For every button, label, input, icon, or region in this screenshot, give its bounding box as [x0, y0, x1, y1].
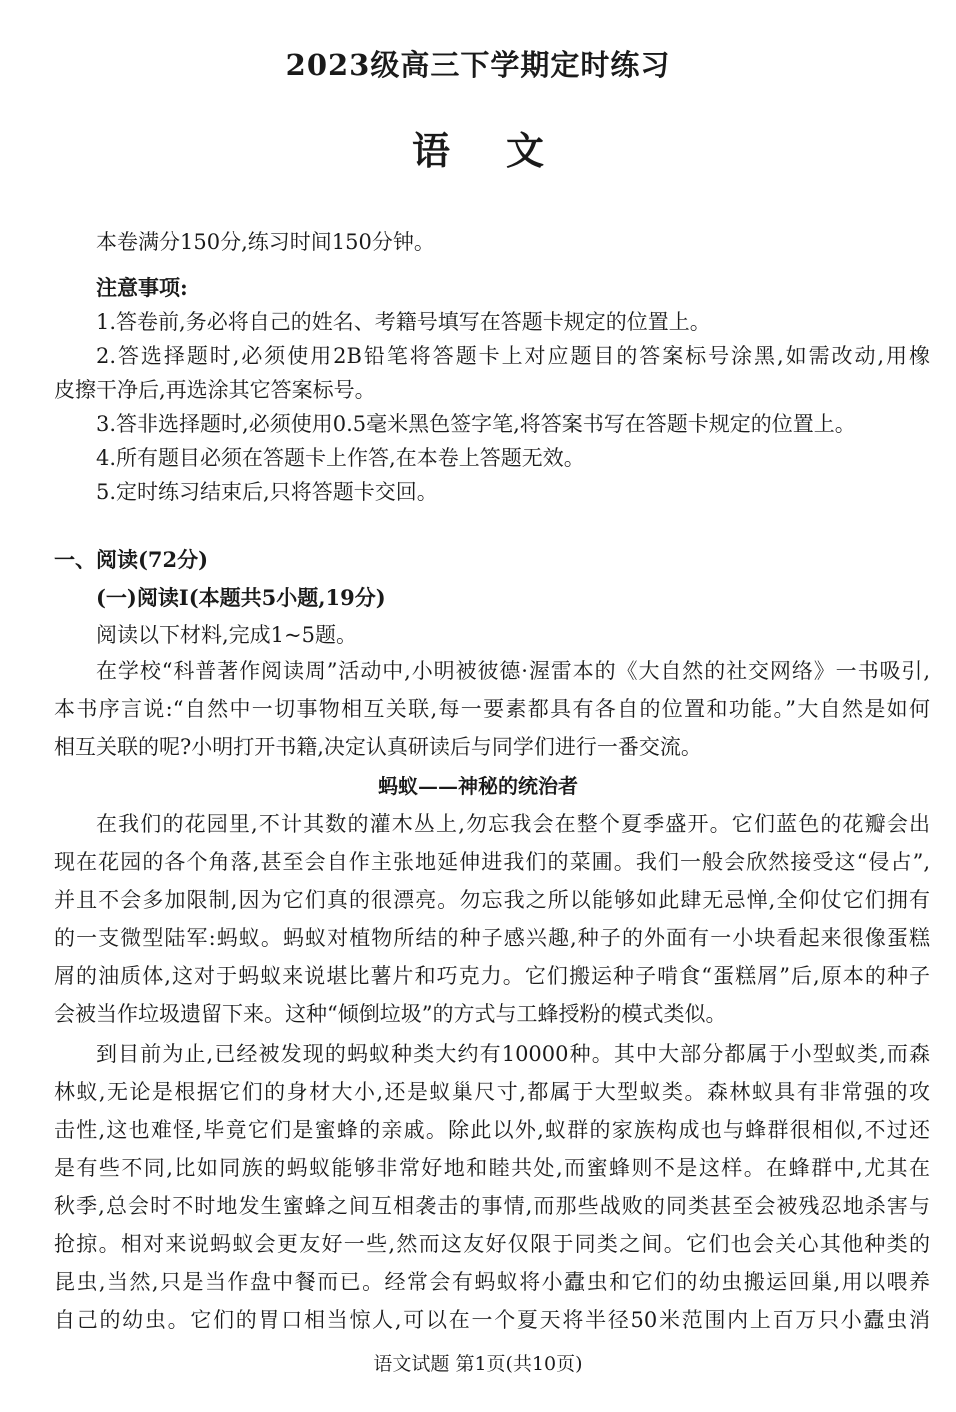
context-line: 相互关联的呢?小明打开书籍,决定认真研读后与同学们进行一番交流。	[54, 735, 702, 759]
notice-item: 1.答卷前,务必将自己的姓名、考籍号填写在答题卡规定的位置上。	[96, 310, 711, 334]
sub-section-title: (一)阅读Ⅰ(本题共5小题,19分)	[96, 585, 386, 610]
subject-char: 语	[411, 128, 450, 173]
page-footer: 语文试题 第1页(共10页)	[373, 1353, 583, 1375]
exam-title: 2023级高三下学期定时练习	[285, 48, 671, 82]
subject-title	[0, 128, 956, 173]
notice-item: 5.定时练习结束后,只将答题卡交回。	[96, 480, 438, 504]
paragraph-line: 在我们的花园里,不计其数的灌木丛上,勿忘我会在整个夏季盛开。它们蓝色的花瓣会出	[96, 812, 930, 836]
context-line: 在学校“科普著作阅读周”活动中,小明被彼德·渥雷本的《大自然的社交网络》一书吸引,	[96, 659, 930, 683]
section-title: 一、阅读(72分)	[54, 547, 209, 572]
paragraph-line: 击性,这也难怪,毕竟它们是蜜蜂的亲戚。除此以外,蚁群的家族构成也与蜂群很相似,不过还	[54, 1118, 930, 1142]
paragraph-line: 到目前为止,已经被发现的蚂蚁种类大约有10000种。其中大部分都属于小型蚁类,而森	[96, 1042, 930, 1066]
context-line: 本书序言说:“自然中一切事物相互关联,每一要素都具有各自的位置和功能。”大自然是如何	[54, 697, 930, 721]
paragraph-line: 是有些不同,比如同族的蚂蚁能够非常好地和睦共处,而蜜蜂则不是这样。在蜂群中,尤其在	[54, 1156, 930, 1180]
paragraph-line: 会被当作垃圾遗留下来。这种“倾倒垃圾”的方式与工蜂授粉的模式类似。	[54, 1002, 727, 1026]
paragraph-line: 秋季,总会时不时地发生蜜蜂之间互相袭击的事情,而那些战败的同类甚至会被残忍地杀害与	[54, 1194, 930, 1218]
paragraph-line: 自己的幼虫。它们的胃口相当惊人,可以在一个夏天将半径50米范围内上百万只小蠹虫消	[54, 1308, 930, 1332]
paragraph-line: 屑的油质体,这对于蚂蚁来说堪比薯片和巧克力。它们搬运种子啃食“蛋糕屑”后,原本的种子	[54, 964, 930, 988]
notice-title: 注意事项:	[96, 275, 188, 300]
notice-item: 3.答非选择题时,必须使用0.5毫米黑色签字笔,将答案书写在答题卡规定的位置上。	[96, 412, 856, 436]
notice-item: 2.答选择题时,必须使用2B铅笔将答题卡上对应题目的答案标号涂黑,如需改动,用橡	[96, 344, 930, 368]
article-title: 蚂蚁——神秘的统治者	[378, 774, 578, 798]
instruction: 阅读以下材料,完成1~5题。	[96, 623, 357, 647]
score-time-note: 本卷满分150分,练习时间150分钟。	[96, 230, 435, 254]
paragraph-line: 抢掠。相对来说蚂蚁会更友好一些,然而这友好仅限于同类之间。它们也会关心其他种类的	[54, 1232, 930, 1256]
paragraph-line: 现在花园的各个角落,甚至会自作主张地延伸进我们的菜圃。我们一般会欣然接受这“侵占”,	[54, 850, 930, 874]
subject-char: 文	[506, 128, 545, 173]
paragraph-line: 昆虫,当然,只是当作盘中餐而已。经常会有蚂蚁将小蠹虫和它们的幼虫搬运回巢,用以喂养	[54, 1270, 930, 1294]
paragraph-line: 林蚁,无论是根据它们的身材大小,还是蚁巢尺寸,都属于大型蚁类。森林蚁具有非常强的攻	[54, 1080, 930, 1104]
notice-item: 皮擦干净后,再选涂其它答案标号。	[54, 378, 376, 402]
paragraph-line: 并且不会多加限制,因为它们真的很漂亮。勿忘我之所以能够如此肆无忌惮,全仰仗它们拥有	[54, 888, 930, 912]
notice-item: 4.所有题目必须在答题卡上作答,在本卷上答题无效。	[96, 446, 585, 470]
paragraph-line: 的一支微型陆军:蚂蚁。蚂蚁对植物所结的种子感兴趣,种子的外面有一小块看起来很像蛋糕	[54, 926, 930, 950]
